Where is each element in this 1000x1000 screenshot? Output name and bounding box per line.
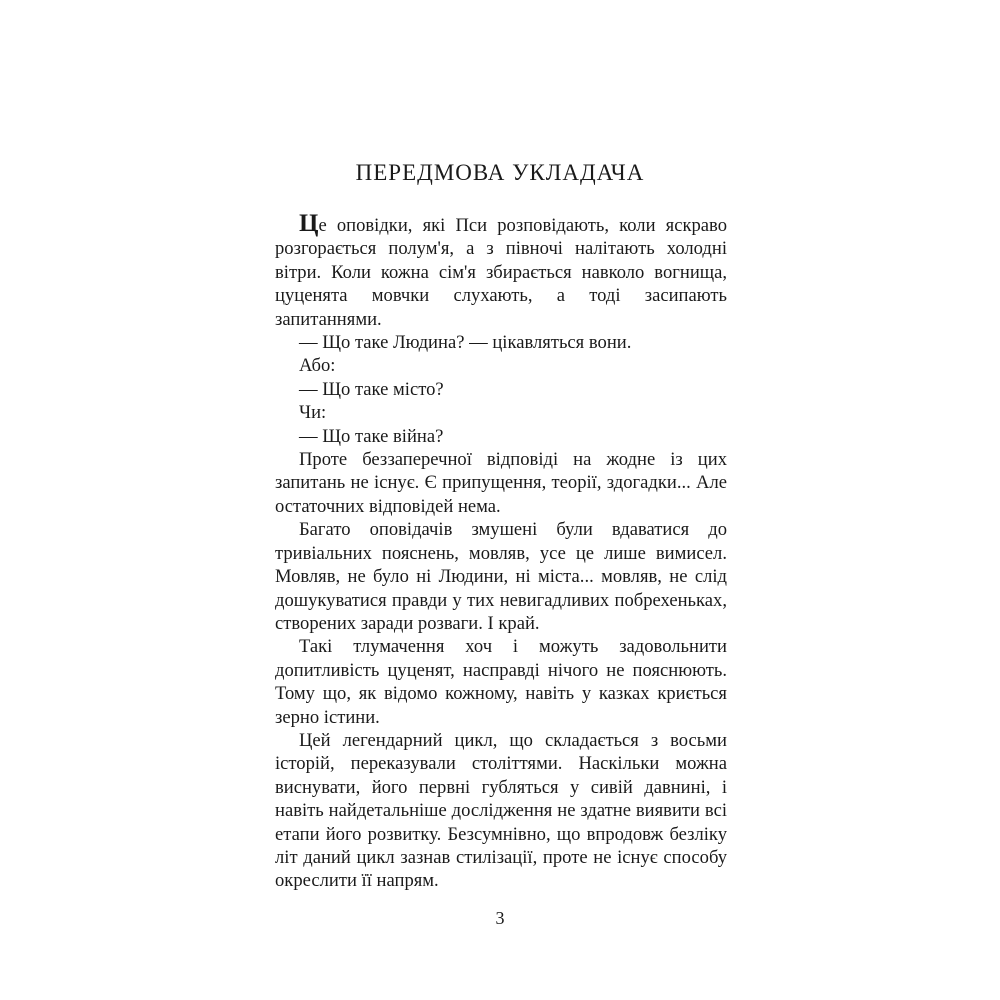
paragraph-7: Проте беззаперечної відповіді на жодне із цих запитань не існує. Є припущення, теорії, здогадки... Але остаточних відповідей нема. — [275, 449, 727, 517]
paragraph-9: Такі тлумачення хоч і можуть задовольнити допитливість цуценят, насправді нічого не пояснюють. Тому що, як відомо кожному, навіть у казках криється зерно істини. — [275, 636, 727, 728]
paragraph-8: Багато оповідачів змушені були вдаватися до тривіальних пояснень, мовляв, усе це лише вимисел. Мовляв, не було ні Людини, ні міста... мовляв, не слід дошукуватися правди у тих невигадливих побрехеньках, створених заради розваги. І край. — [275, 519, 727, 634]
paragraph-2: — Що таке Людина? — цікавляться вони. — [299, 332, 632, 354]
drop-letter: Ц — [299, 210, 319, 237]
body-text — [275, 212, 727, 893]
paragraph-10: Цей легендарний цикл, що складається з восьми історій, переказували століттями. Наскільки можна виснувати, його первні губляться у сивій давнині, і навіть найдетальніше дослідження не здатне виявити всі етапи його розвитку. Безсумнівно, що впродовж безліку літ даний цикл зазнав стилізації, проте не існує способу окреслити її напрям. — [275, 729, 727, 892]
paragraph-5: Чи: — [299, 402, 327, 424]
paragraph-3: Або: — [299, 355, 336, 377]
page-number: 3 — [495, 908, 505, 928]
paragraph-4: — Що таке місто? — [299, 378, 444, 400]
paragraph-1 — [275, 212, 727, 331]
paragraph-6: — Що таке війна? — [299, 425, 444, 447]
paragraph-1-text: е оповідки, які Пси розповідають, коли яскраво розгорається полум'я, а з півночі налітають холодні вітри. Коли кожна сім'я збирається навколо вогнища, цуценята мовчки слухають, а тоді засипають запитаннями. — [275, 215, 727, 330]
page-title: ПЕРЕДМОВА УКЛАДАЧА — [355, 160, 645, 185]
